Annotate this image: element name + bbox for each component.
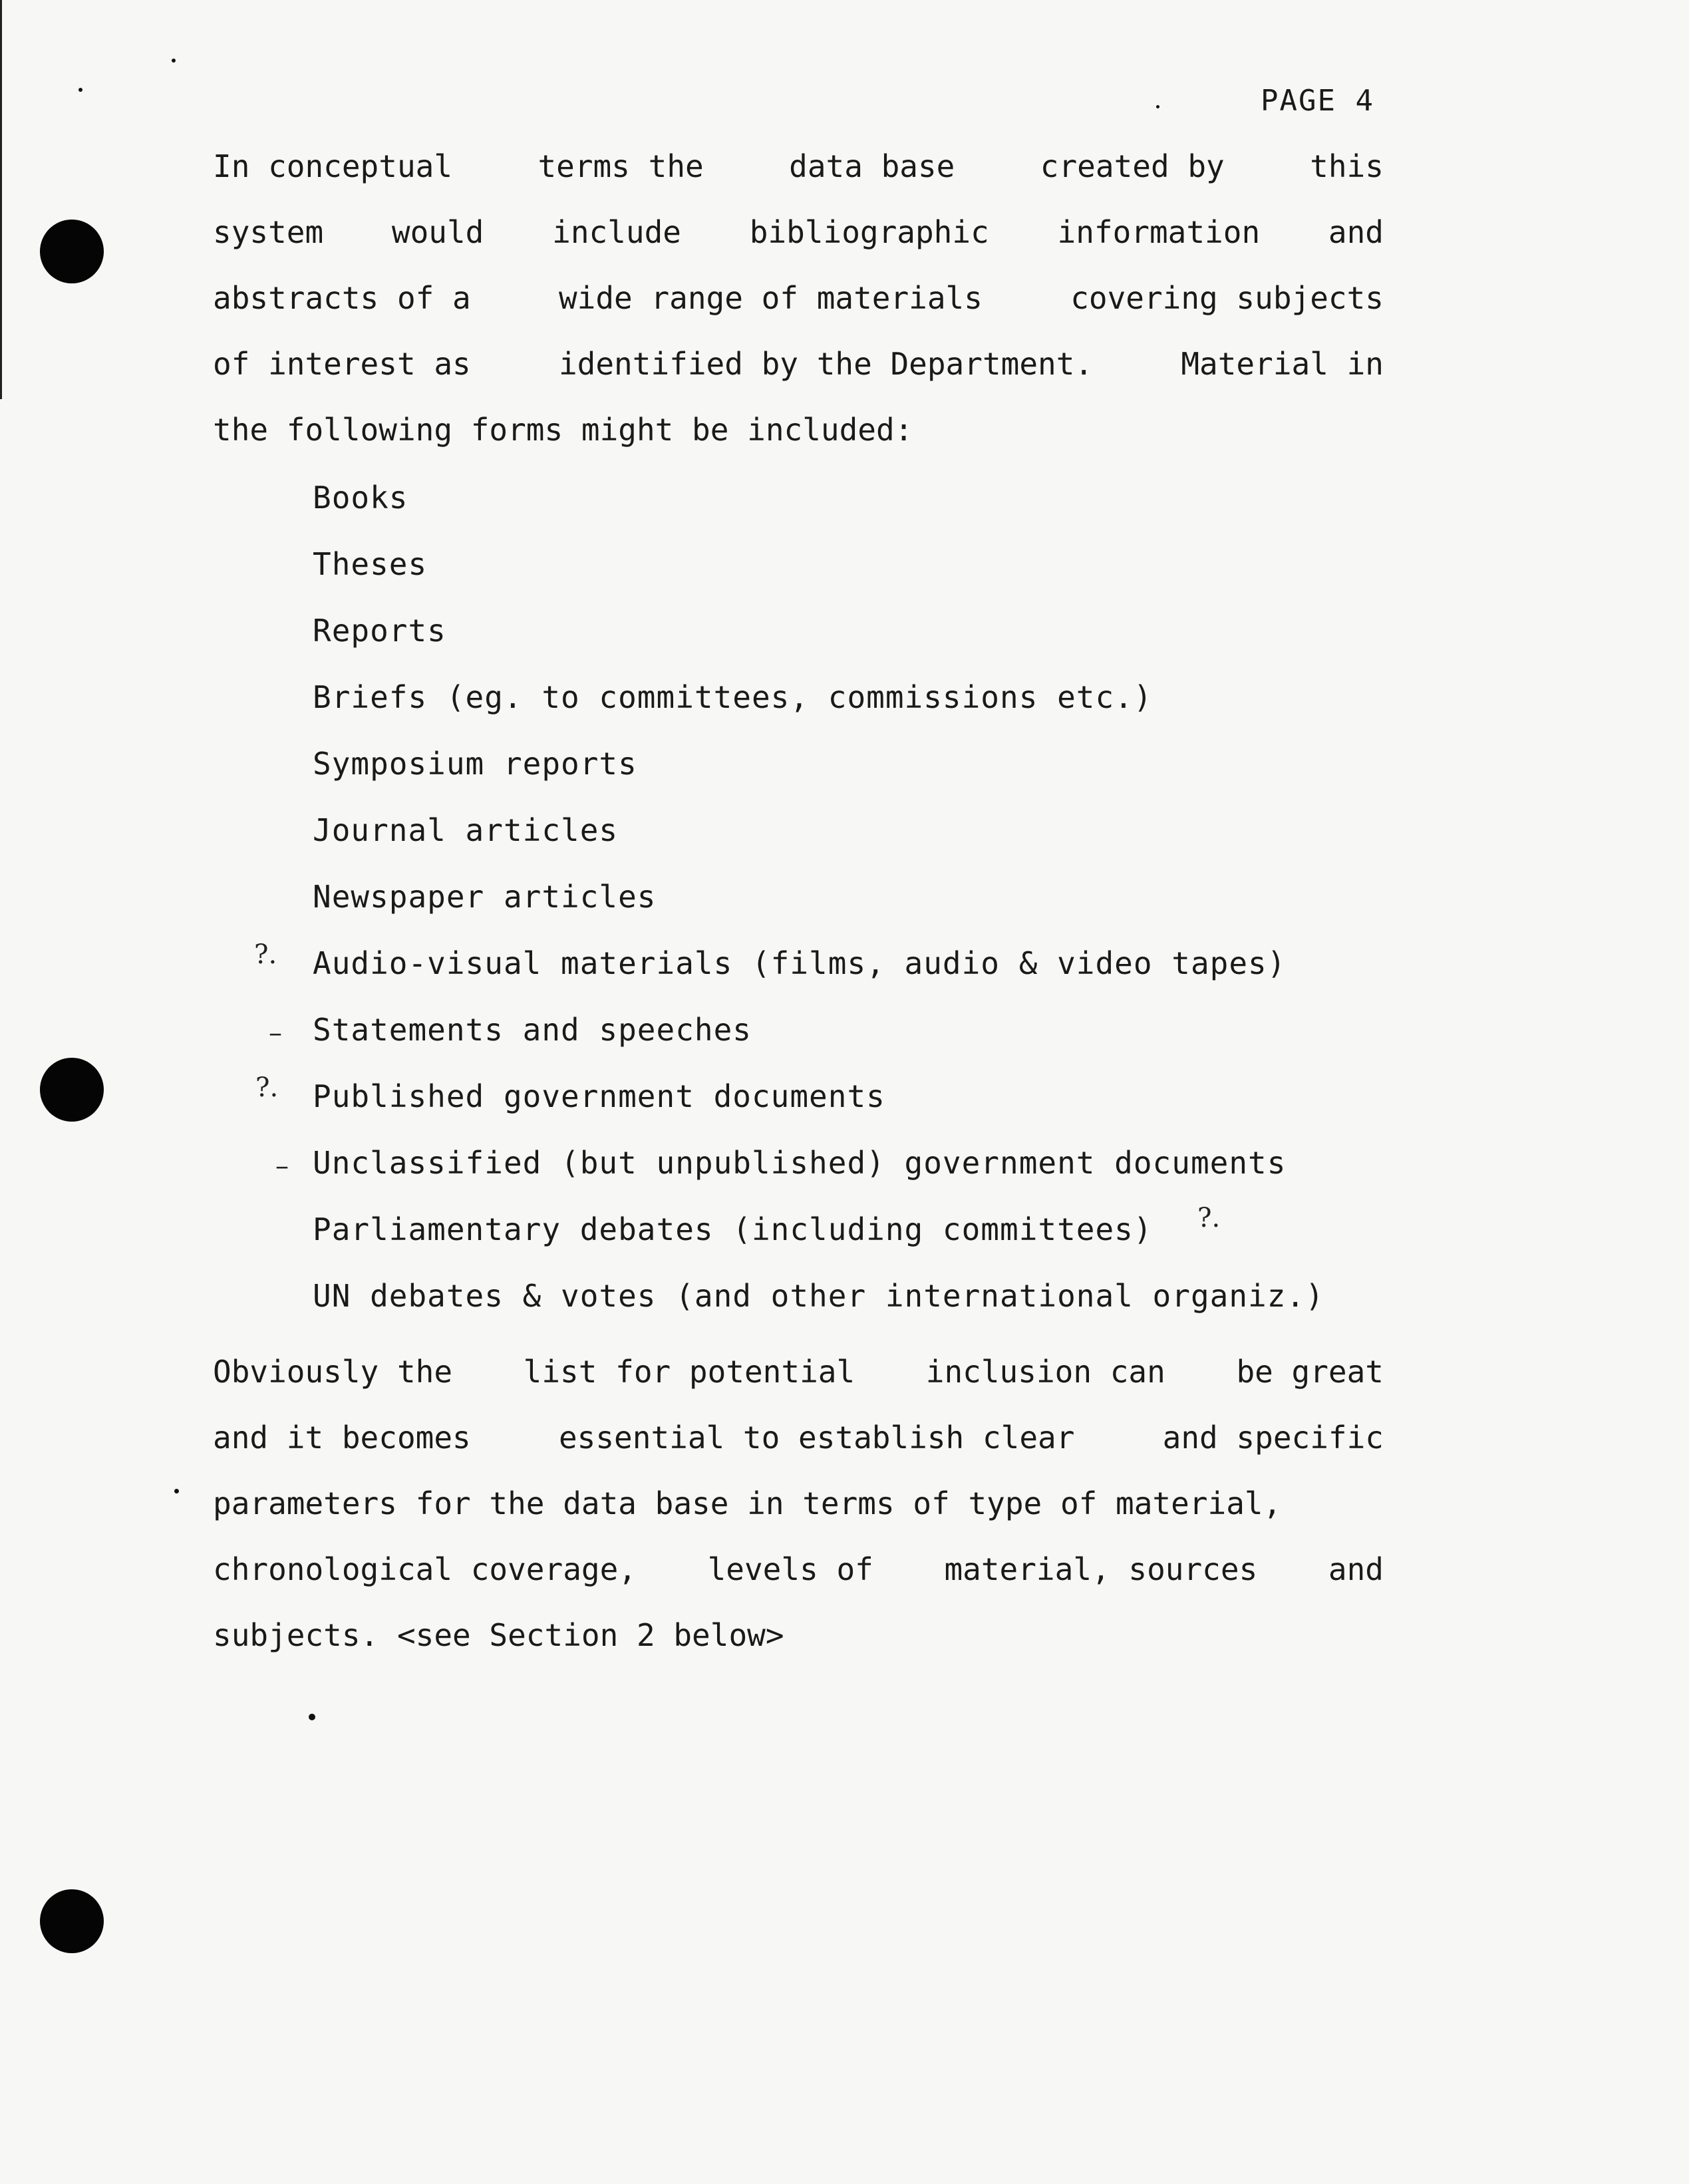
speck bbox=[1156, 105, 1159, 108]
list-item: Symposium reports bbox=[313, 746, 637, 782]
speck bbox=[78, 88, 82, 92]
list-item: Reports bbox=[313, 613, 446, 649]
text-segment: In conceptual bbox=[213, 148, 453, 184]
text-segment: subjects. <see Section 2 below> bbox=[213, 1617, 784, 1653]
paragraph-line bbox=[213, 278, 1384, 318]
text-segment: essential to establish clear bbox=[558, 1420, 1075, 1456]
text-segment: and bbox=[1328, 214, 1384, 250]
list-item: Newspaper articles bbox=[313, 879, 657, 915]
list-item: Published government documents bbox=[313, 1078, 885, 1114]
scan-edge-line bbox=[0, 0, 2, 399]
text-segment: bibliographic bbox=[749, 214, 989, 250]
text-segment: data base bbox=[789, 148, 955, 184]
handwritten-mark: ?. bbox=[254, 939, 277, 970]
text-segment: and specific bbox=[1162, 1420, 1384, 1456]
text-segment: parameters for the data base in terms of type of material, bbox=[213, 1485, 1282, 1521]
handwritten-mark: ?. bbox=[1197, 1203, 1221, 1233]
text-segment: this bbox=[1310, 148, 1384, 184]
text-segment: created by bbox=[1040, 148, 1225, 184]
paragraph-line bbox=[213, 146, 1384, 186]
text-segment: chronological coverage, bbox=[213, 1551, 637, 1587]
text-segment: of interest as bbox=[213, 346, 471, 382]
text-segment: Obviously the bbox=[213, 1354, 453, 1390]
handwritten-mark: – bbox=[269, 1018, 282, 1048]
list-item: UN debates & votes (and other international organiz.) bbox=[313, 1278, 1324, 1314]
list-item: Theses bbox=[313, 546, 428, 582]
paragraph-line bbox=[213, 212, 1384, 252]
page-number: PAGE 4 bbox=[1261, 84, 1374, 118]
text-segment: system bbox=[213, 214, 324, 250]
text-segment: the following forms might be included: bbox=[213, 412, 913, 448]
list-item: Parliamentary debates (including committees) bbox=[313, 1211, 1153, 1247]
list-item: Briefs (eg. to committees, commissions etc.) bbox=[313, 679, 1153, 715]
handwritten-mark: – bbox=[275, 1151, 289, 1181]
paragraph-line bbox=[213, 1418, 1384, 1458]
paragraph-line bbox=[213, 410, 1384, 450]
punch-hole-middle bbox=[40, 1058, 104, 1122]
text-segment: wide range of materials bbox=[558, 280, 983, 316]
punch-hole-bottom bbox=[40, 1889, 104, 1953]
list-item: Audio-visual materials (films, audio & video tapes) bbox=[313, 945, 1287, 981]
text-segment: material, sources bbox=[944, 1551, 1258, 1587]
paragraph-line bbox=[213, 1549, 1384, 1589]
text-segment: terms the bbox=[537, 148, 704, 184]
text-segment: information bbox=[1057, 214, 1261, 250]
punch-hole-top bbox=[40, 220, 104, 283]
paragraph-line bbox=[213, 1483, 1384, 1523]
text-segment: would bbox=[391, 214, 484, 250]
text-segment: abstracts of a bbox=[213, 280, 471, 316]
paragraph-line bbox=[213, 1615, 1384, 1655]
text-segment: covering subjects bbox=[1070, 280, 1384, 316]
speck bbox=[172, 59, 176, 63]
handwritten-mark: ?. bbox=[255, 1072, 279, 1103]
list-item: Journal articles bbox=[313, 812, 619, 848]
text-segment: be great bbox=[1236, 1354, 1384, 1390]
text-segment: and bbox=[1328, 1551, 1384, 1587]
paragraph-line bbox=[213, 344, 1384, 384]
list-item: Statements and speeches bbox=[313, 1012, 752, 1048]
text-segment: include bbox=[552, 214, 681, 250]
list-item: Unclassified (but unpublished) government documents bbox=[313, 1145, 1287, 1181]
speck bbox=[174, 1489, 179, 1493]
speck bbox=[309, 1714, 315, 1720]
text-segment: list for potential bbox=[523, 1354, 855, 1390]
text-segment: Material in bbox=[1181, 346, 1384, 382]
text-segment: and it becomes bbox=[213, 1420, 471, 1456]
list-item: Books bbox=[313, 480, 408, 516]
text-segment: levels of bbox=[707, 1551, 873, 1587]
text-segment: inclusion can bbox=[925, 1354, 1165, 1390]
paragraph-line bbox=[213, 1352, 1384, 1392]
text-segment: identified by the Department. bbox=[558, 346, 1094, 382]
